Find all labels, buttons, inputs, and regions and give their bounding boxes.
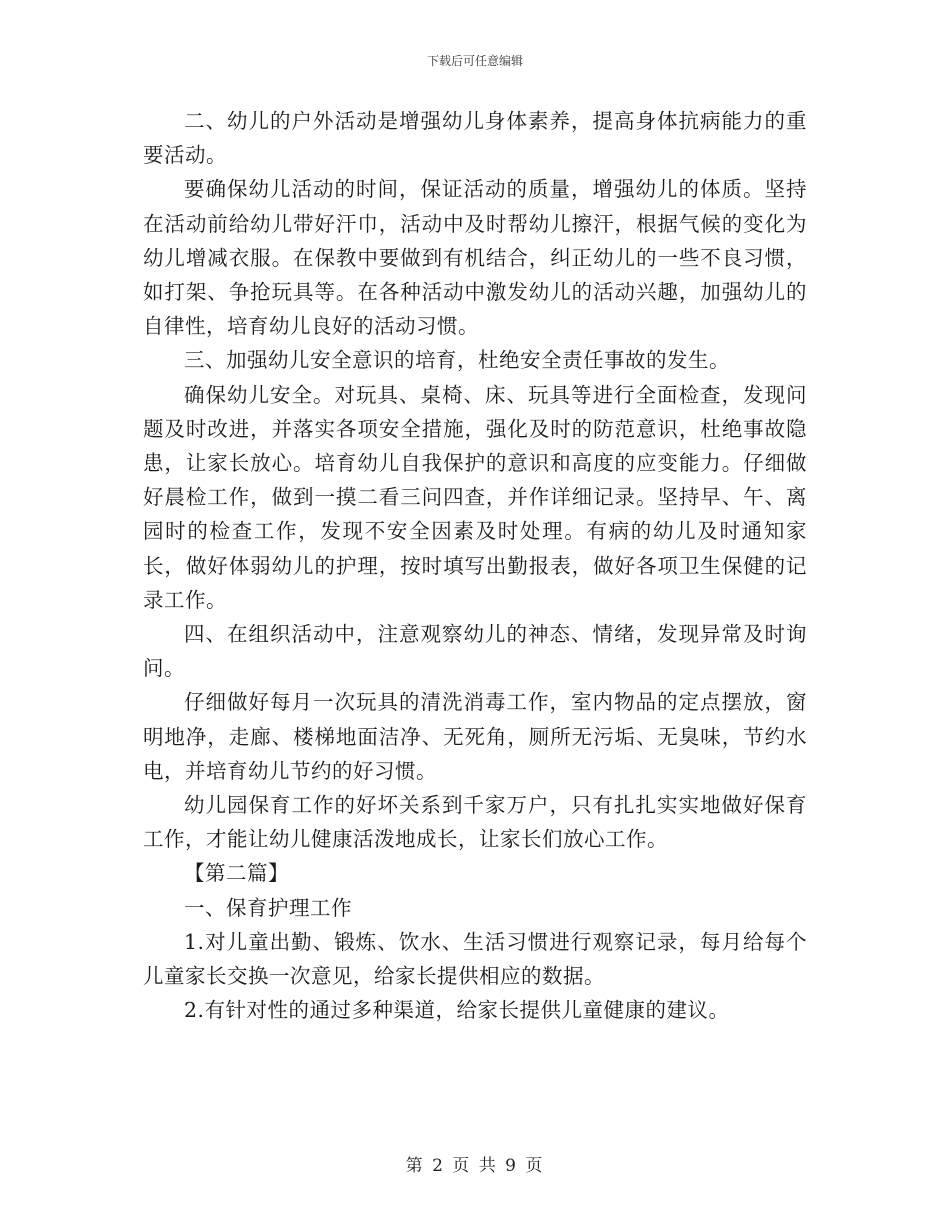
document-body bbox=[143, 104, 807, 1027]
list-item: 1.对儿童出勤、锻炼、饮水、生活习惯进行观察记录，每月给每个儿童家长交换一次意见，给家长提供相应的数据。 bbox=[143, 929, 807, 989]
paragraph: 幼儿园保育工作的好坏关系到千家万户，只有扎扎实实地做好保育工作，才能让幼儿健康活泼地成长，让家长们放心工作。 bbox=[143, 793, 807, 852]
list-item: 2.有针对性的通过多种渠道，给家长提供儿童健康的建议。 bbox=[184, 998, 730, 1023]
section-heading-outdoor-activities: 二、幼儿的户外活动是增强幼儿身体素养，提高身体抗病能力的重要活动。 bbox=[143, 109, 807, 168]
section-heading-care-work: 一、保育护理工作 bbox=[184, 895, 352, 920]
part-heading-second: 【第二篇】 bbox=[184, 861, 289, 886]
section-heading-observation: 四、在组织活动中，注意观察幼儿的神态、情绪，发现异常及时询问。 bbox=[143, 622, 807, 681]
page-header: 下载后可任意编辑 bbox=[426, 54, 523, 68]
paragraph: 确保幼儿安全。对玩具、桌椅、床、玩具等进行全面检查，发现问题及时改进，并落实各项安全措施，强化及时的防范意识，杜绝事故隐患，让家长放心。培育幼儿自我保护的意识和高度的应变能力。仔细做好晨检工作，做到一摸二看三问四查，并作详细记录。坚持早、午、离园时的检查工作，发现不安全因素及时处理。有病的幼儿及时通知家长，做好体弱幼儿的护理，按时填写出勤报表，做好各项卫生保健的记录工作。 bbox=[143, 382, 807, 612]
paragraph: 要确保幼儿活动的时间，保证活动的质量，增强幼儿的体质。坚持在活动前给幼儿带好汗巾，活动中及时帮幼儿擦汗，根据气候的变化为幼儿增减衣服。在保教中要做到有机结合，纠正幼儿的一些不良习惯，如打架、争抢玩具等。在各种活动中激发幼儿的活动兴趣，加强幼儿的自律性，培育幼儿良好的活动习惯。 bbox=[143, 177, 807, 339]
paragraph: 仔细做好每月一次玩具的清洗消毒工作，室内物品的定点摆放，窗明地净，走廊、楼梯地面洁净、无死角，厕所无污垢、无臭味，节约水电，并培育幼儿节约的好习惯。 bbox=[143, 690, 807, 783]
page-number: 第 2 页 共 9 页 bbox=[405, 1156, 545, 1176]
section-heading-safety-awareness: 三、加强幼儿安全意识的培育，杜绝安全责任事故的发生。 bbox=[184, 348, 730, 373]
